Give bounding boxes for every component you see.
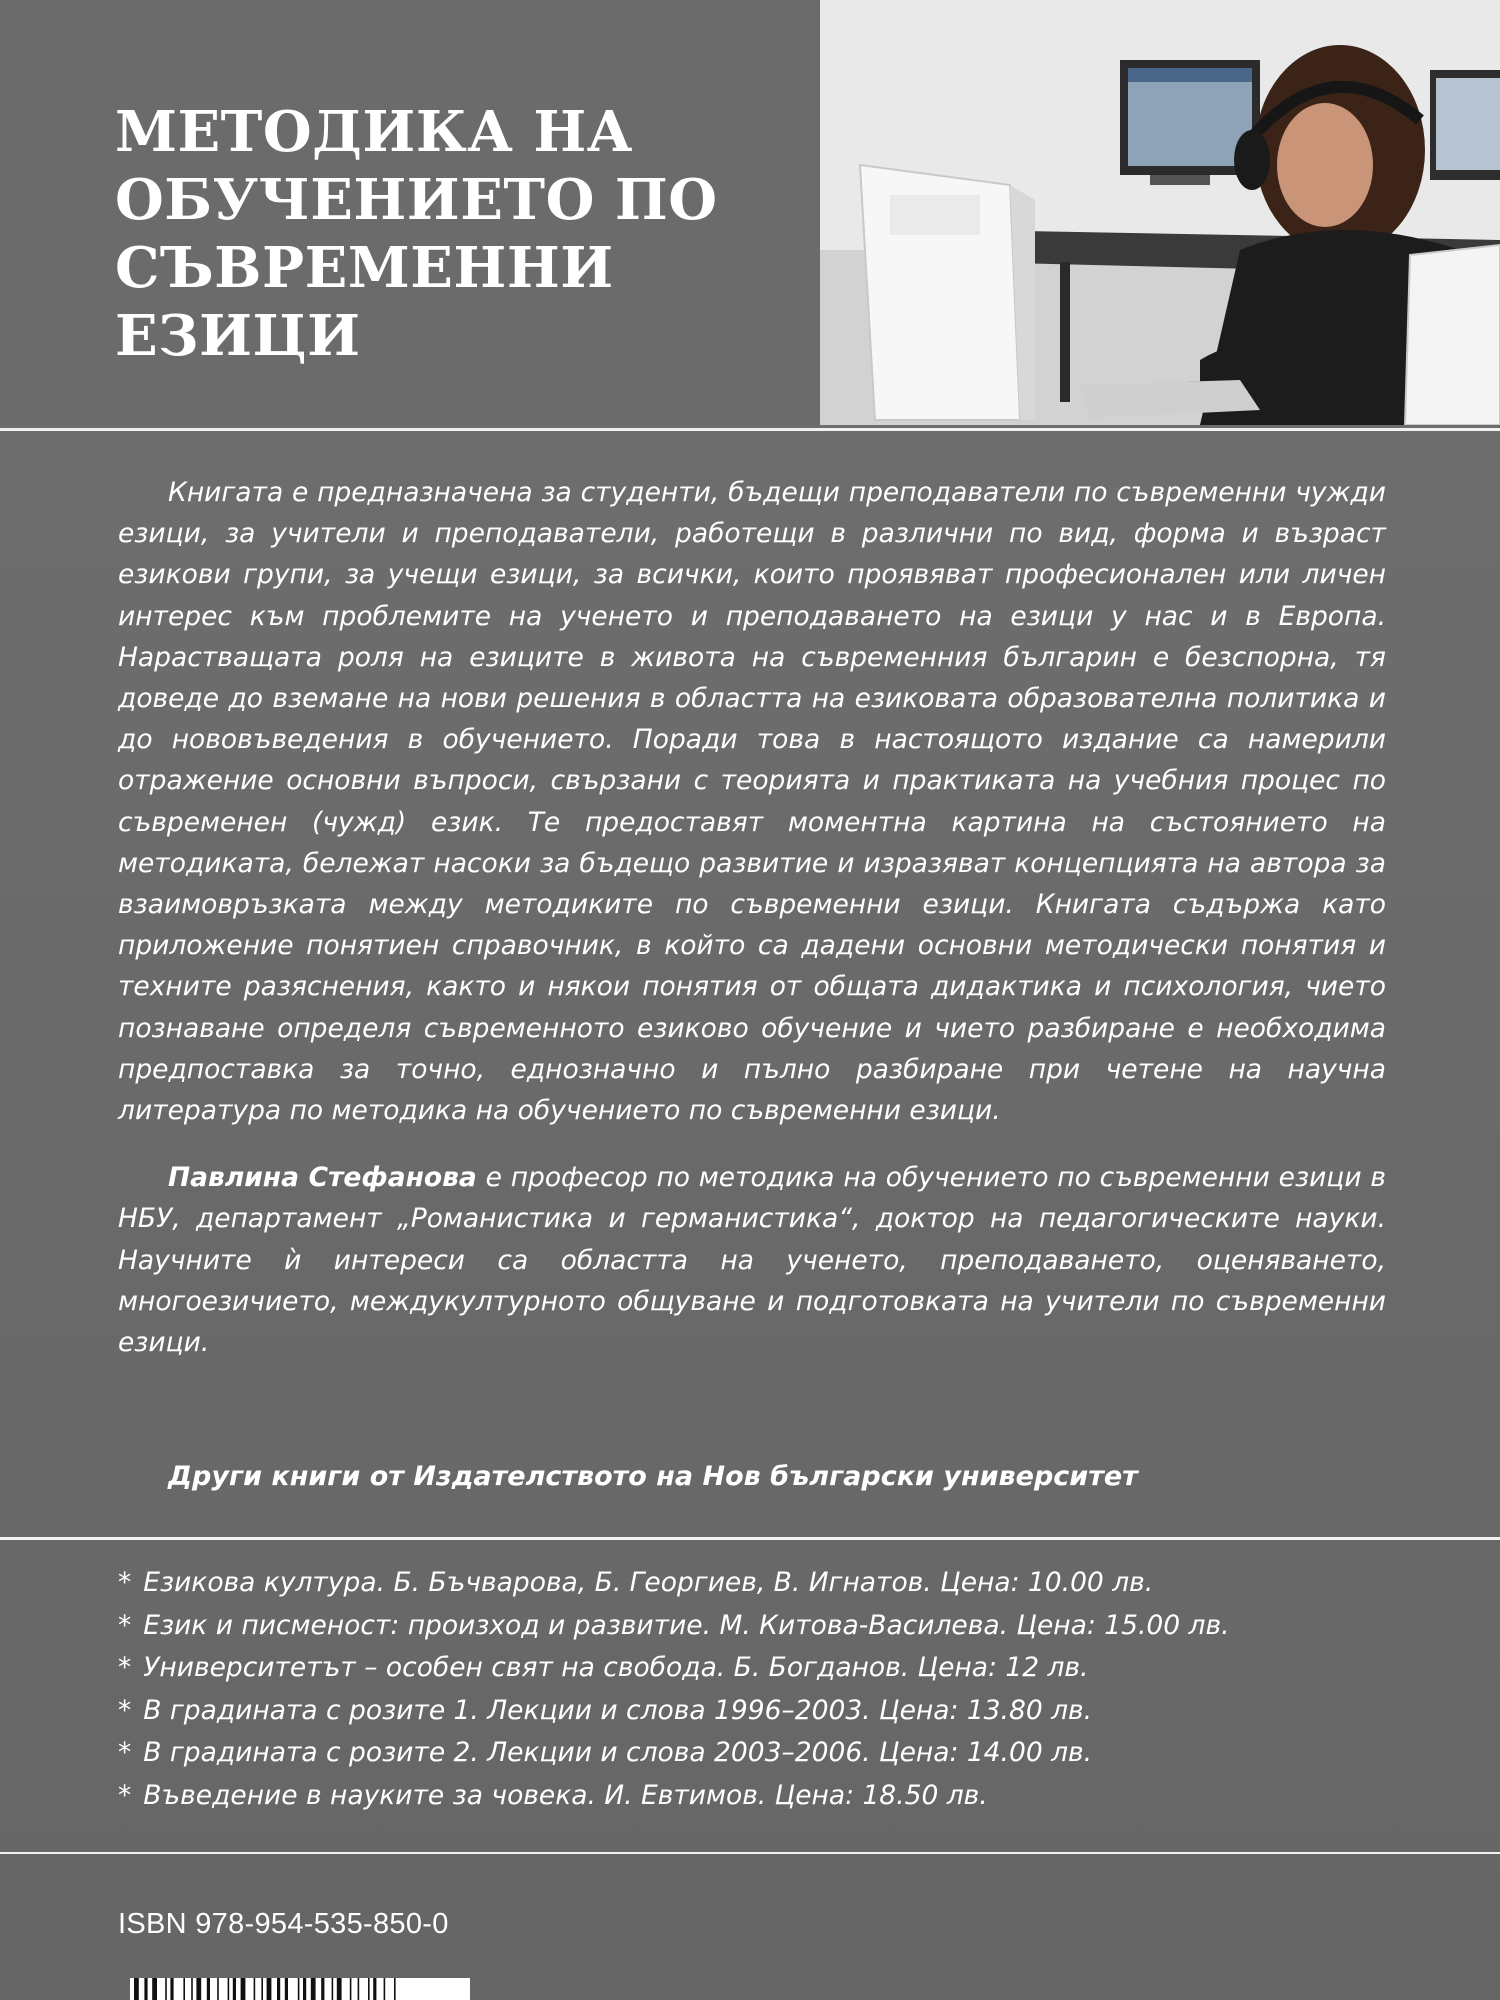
list-item bbox=[118, 1647, 1230, 1690]
other-books-heading: Други книги от Издателството на Нов български университет bbox=[168, 1461, 1138, 1492]
barcode-bar bbox=[134, 1978, 139, 2000]
other-books-list bbox=[118, 1562, 1230, 1817]
bullet-star: * bbox=[118, 1652, 132, 1683]
title-line-2: ОБУЧЕНИЕТО ПО bbox=[115, 167, 718, 233]
author-paragraph bbox=[118, 1157, 1386, 1363]
barcode-bar bbox=[277, 1978, 280, 2000]
barcode-bar bbox=[144, 1978, 147, 2000]
barcode-bars bbox=[130, 1978, 470, 2000]
list-item bbox=[118, 1732, 1230, 1775]
barcode-bar bbox=[152, 1978, 157, 2000]
bullet-star: * bbox=[118, 1567, 132, 1598]
list-item bbox=[118, 1562, 1230, 1605]
barcode-bar bbox=[267, 1978, 272, 2000]
barcode-bar bbox=[165, 1978, 167, 2000]
book-entry-1: Езикова култура. Б. Бъчварова, Б. Георгиев, В. Игнатов. Цена: 10.00 лв. bbox=[143, 1567, 1154, 1598]
barcode-bar bbox=[228, 1978, 230, 2000]
barcode-bar bbox=[170, 1978, 173, 2000]
barcode-bar bbox=[183, 1978, 185, 2000]
title-line-1: МЕТОДИКА НА bbox=[115, 99, 633, 165]
bullet-star: * bbox=[118, 1737, 132, 1768]
barcode-bar bbox=[241, 1978, 246, 2000]
isbn-number: ISBN 978-954-535-850-0 bbox=[118, 1908, 449, 1940]
book-entry-3: Университетът – особен свят на свобода. Б. Богданов. Цена: 12 лв. bbox=[143, 1652, 1089, 1683]
barcode-bar bbox=[368, 1978, 370, 2000]
book-entry-2: Език и писменост: произход и развитие. М. Китова-Василева. Цена: 15.00 лв. bbox=[143, 1609, 1230, 1641]
barcode-bar bbox=[350, 1978, 352, 2000]
barcode-bar bbox=[303, 1978, 306, 2000]
barcode-bar bbox=[233, 1978, 236, 2000]
list-item bbox=[118, 1775, 1230, 1818]
author-bio: е професор по методика на обучението по съвременни езици в НБУ, департамент „Романистика и германистика“, доктор на педагогическите науки. Научните ѝ интереси са областта на ученето, преподаването, оценяването, многоезичието, междукултурното общуване и подготовката на учители по съвременни езици. bbox=[118, 1162, 1386, 1359]
barcode-bar bbox=[285, 1978, 288, 2000]
barcode-bar bbox=[384, 1978, 386, 2000]
photo-illustration bbox=[820, 0, 1500, 425]
barcode-icon bbox=[130, 1978, 470, 2000]
barcode-bar bbox=[261, 1978, 263, 2000]
book-entry-4: В градината с розите 1. Лекции и слова 1996–2003. Цена: 13.80 лв. bbox=[143, 1694, 1093, 1726]
title-line-3: СЪВРЕМЕННИ bbox=[115, 235, 614, 301]
barcode-bar bbox=[191, 1978, 193, 2000]
barcode-bar bbox=[321, 1978, 324, 2000]
title-line-4: ЕЗИЦИ bbox=[115, 303, 361, 369]
barcode-bar bbox=[358, 1978, 360, 2000]
title-panel bbox=[0, 0, 820, 425]
description-paragraph: Книгата е предназначена за студенти, бъдещи преподаватели по съвременни чужди езици, за учители и преподаватели, работещи в различни по вид, форма и възраст езикови групи, за учещи езици, за всички, които проявяват професионален или личен интерес към проблемите на ученето и преподаването на езици у нас и в Европа. Нарастващата роля на езиците в живота на съвременния българин е безспорна, тя доведе до вземане на нови решения в областта на езиковата образователна политика и до нововъведения в обучението. Поради това в настоящото издание са намерили отражение основни въпроси, свързани с теорията и практиката на учебния процес по съвременен (чужд) език. Те предоставят моментна картина на състоянието на методиката, бележат насоки за бъдещо развитие и изразяват концепцията на автора за взаимовръзката между методиките по съвременни езици. Книгата съдържа като приложение понятиен справочник, в който са дадени основни методически понятия и техните разяснения, както и някои понятия от общата дидактика и психология, чието познаване определя съвременното езиково обучение и чието разбиране е необходима предпоставка за точно, еднозначно и пълно разбиране при четене на научна литература по методика на обучението по съвременни езици. bbox=[118, 477, 1386, 1127]
barcode-bar bbox=[373, 1978, 376, 2000]
barcode-bar bbox=[337, 1978, 342, 2000]
book-entry-5: В градината с розите 2. Лекции и слова 2003–2006. Цена: 14.00 лв. bbox=[143, 1737, 1093, 1768]
bullet-star: * bbox=[118, 1609, 132, 1641]
list-item bbox=[118, 1690, 1230, 1733]
barcode-bar bbox=[298, 1978, 300, 2000]
barcode-bar bbox=[332, 1978, 334, 2000]
middle-divider bbox=[0, 1537, 1500, 1540]
barcode-bar bbox=[207, 1978, 210, 2000]
book-title bbox=[115, 98, 805, 370]
barcode-bar bbox=[311, 1978, 316, 2000]
bottom-divider bbox=[0, 1852, 1500, 1854]
barcode-bar bbox=[394, 1978, 396, 2000]
author-name: Павлина Стефанова bbox=[168, 1162, 477, 1194]
bullet-star: * bbox=[118, 1694, 132, 1726]
student-at-computer-photo bbox=[820, 0, 1500, 425]
description-block bbox=[118, 472, 1386, 1363]
top-divider bbox=[0, 428, 1500, 431]
barcode-bar bbox=[196, 1978, 201, 2000]
book-entry-6: Въведение в науките за човека. И. Евтимов. Цена: 18.50 лв. bbox=[143, 1779, 988, 1811]
barcode-bar bbox=[217, 1978, 219, 2000]
list-item bbox=[118, 1605, 1230, 1648]
bullet-star: * bbox=[118, 1779, 132, 1811]
barcode-bar bbox=[254, 1978, 256, 2000]
